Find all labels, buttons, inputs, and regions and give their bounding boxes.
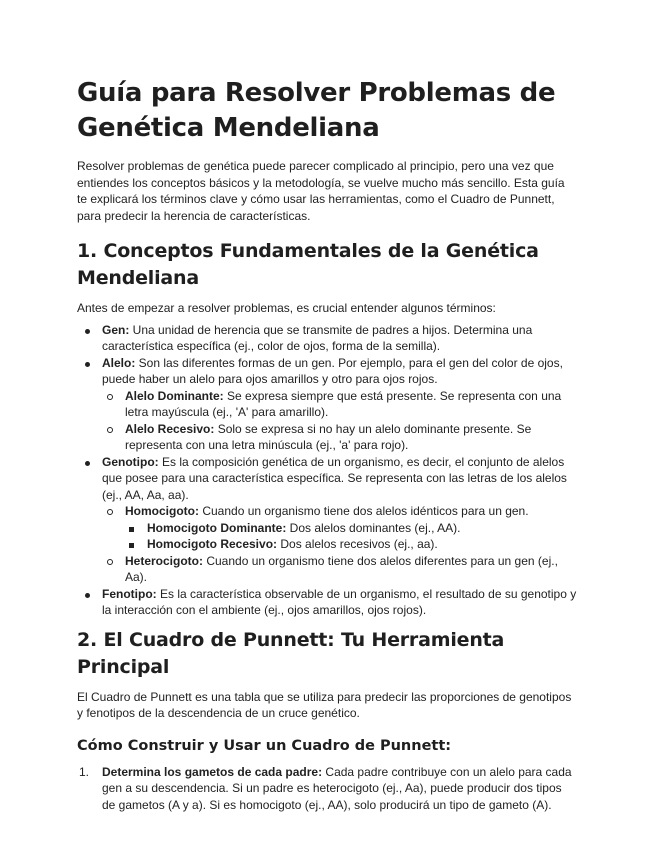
circle-bullet-icon	[107, 503, 113, 520]
bullet-icon	[85, 355, 90, 372]
square-bullet-icon	[129, 520, 134, 537]
list-item-genotipo	[77, 454, 577, 504]
circle-bullet-icon	[107, 553, 113, 570]
step-item-1	[77, 764, 577, 814]
bullet-icon	[85, 586, 90, 603]
definition-homocigoto-recesivo: Dos alelos recesivos (ej., aa).	[277, 537, 438, 551]
definition-fenotipo: Es la característica observable de un organismo, el resultado de su genotipo y la interacción con el ambiente (ej., ojos amarillos, ojos rojos).	[102, 586, 577, 617]
list-item-heterocigoto	[77, 553, 577, 586]
section-1-heading: 1. Conceptos Fundamentales de la Genética Mendeliana	[77, 240, 539, 289]
step-1-text: Cada padre contribuye con un alelo para cada gen a su descendencia. Si un padre es heterocigoto (ej., Aa), puede producir dos tipos de gametos (A y a). Si es homocigoto (ej., AA), solo producirá un tipo de gameto (A).	[102, 764, 572, 812]
intro-paragraph: Resolver problemas de genética puede parecer complicado al principio, pero una vez que entiendes los conceptos básicos y la metodología, se vuelve mucho más sencillo. Esta guía te explicará los términos clave y cómo usar las herramientas, como el Cuadro de Punnett, para predecir la herencia de características.	[77, 159, 565, 223]
term-fenotipo: Fenotipo:	[102, 586, 157, 601]
list-item-homocigoto	[77, 503, 577, 520]
definition-alelo-dominante: Se expresa siempre que está presente. Se representa con una letra mayúscula (ej., 'A' para amarillo).	[125, 388, 562, 419]
definition-genotipo: Es la composición genética de un organismo, es decir, el conjunto de alelos que posee para una característica específica. Se representa con las letras de los alelos (ej., AA, Aa, aa).	[102, 454, 567, 502]
bullet-icon	[85, 322, 90, 339]
list-item-homocigoto-dominante	[77, 520, 577, 537]
section-2-subheading: Cómo Construir y Usar un Cuadro de Punnett:	[77, 737, 452, 754]
list-item-fenotipo	[77, 586, 577, 619]
list-item-alelo-dominante	[77, 388, 577, 421]
document-page	[77, 76, 577, 813]
definition-gen: Una unidad de herencia que se transmite de padres a hijos. Determina una característica específica (ej., color de ojos, forma de la semilla).	[102, 322, 533, 353]
definition-alelo: Son las diferentes formas de un gen. Por ejemplo, para el gen del color de ojos, puede haber un alelo para ojos amarillos y otro para ojos rojos.	[102, 355, 563, 386]
step-number: 1.	[79, 764, 90, 779]
term-alelo-dominante: Alelo Dominante:	[125, 388, 224, 403]
list-item-alelo	[77, 355, 577, 388]
concepts-list	[77, 322, 577, 619]
term-homocigoto-dominante: Homocigoto Dominante:	[147, 520, 287, 535]
definition-homocigoto: Cuando un organismo tiene dos alelos idénticos para un gen.	[199, 504, 529, 518]
term-heterocigoto: Heterocigoto:	[125, 553, 203, 568]
list-item-alelo-recesivo	[77, 421, 577, 454]
term-homocigoto: Homocigoto:	[125, 504, 199, 518]
circle-bullet-icon	[107, 421, 113, 438]
section-2-lead: El Cuadro de Punnett es una tabla que se utiliza para predecir las proporciones de genotipos y fenotipos de la descendencia de un cruce genético.	[77, 689, 572, 720]
term-homocigoto-recesivo: Homocigoto Recesivo:	[147, 537, 278, 551]
definition-homocigoto-dominante: Dos alelos dominantes (ej., AA).	[286, 520, 461, 535]
circle-bullet-icon	[107, 388, 113, 405]
steps-list	[77, 764, 577, 814]
bullet-icon	[85, 454, 90, 471]
section-2-heading: 2. El Cuadro de Punnett: Tu Herramienta Principal	[77, 628, 505, 678]
section-1-lead: Antes de empezar a resolver problemas, es crucial entender algunos términos:	[77, 301, 496, 315]
term-alelo-recesivo: Alelo Recesivo:	[125, 421, 215, 436]
term-genotipo: Genotipo:	[102, 454, 159, 469]
list-item-gen	[77, 322, 577, 355]
term-alelo: Alelo:	[102, 355, 136, 370]
definition-alelo-recesivo: Solo se expresa si no hay un alelo dominante presente. Se representa con una letra minúscula (ej., 'a' para rojo).	[125, 421, 532, 452]
list-item-homocigoto-recesivo	[77, 536, 577, 553]
square-bullet-icon	[129, 536, 134, 553]
definition-heterocigoto: Cuando un organismo tiene dos alelos diferentes para un gen (ej., Aa).	[125, 553, 558, 584]
term-gen: Gen:	[102, 322, 130, 337]
page-title: Guía para Resolver Problemas de Genética Mendeliana	[77, 78, 556, 143]
step-1-term: Determina los gametos de cada padre:	[102, 764, 323, 779]
